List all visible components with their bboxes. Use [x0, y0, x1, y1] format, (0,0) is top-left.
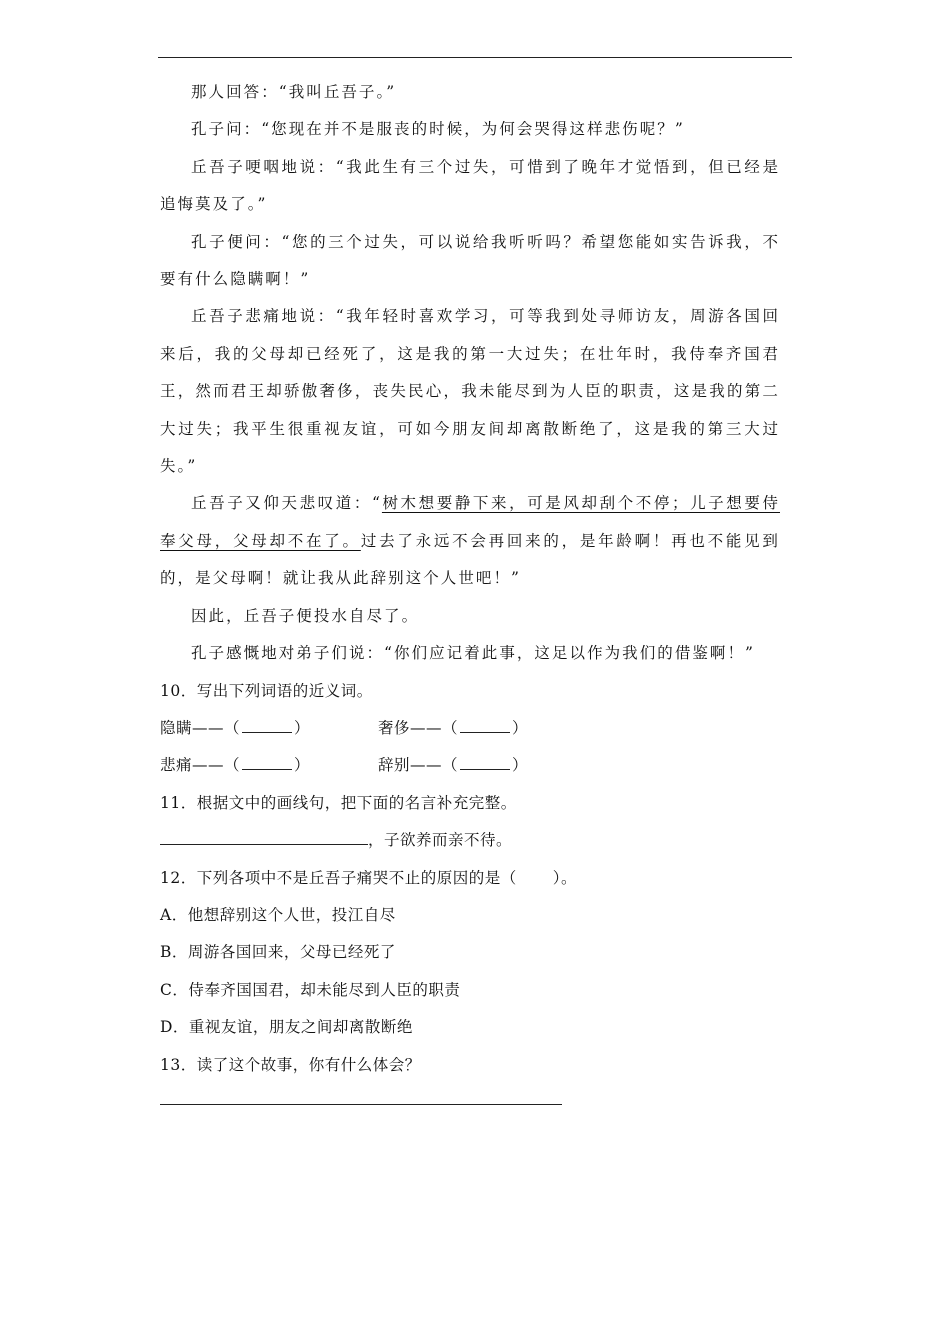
option-c: C．侍奉齐国国君，却未能尽到人臣的职责: [160, 980, 461, 999]
questions-section: [160, 673, 780, 1105]
passage-paragraph: 孔子感慨地对弟子们说：“你们应记着此事，这足以作为我们的借鉴啊！”: [191, 644, 756, 663]
underlined-sentence: 树木想要静下来，可是风却刮个不停；儿子想要侍奉父母，父母却不在了。: [160, 494, 780, 550]
answer-blank[interactable]: [242, 753, 292, 770]
question-text: ）。: [552, 868, 577, 887]
question-13-title: 13．读了这个故事，你有什么体会？: [160, 1055, 421, 1074]
passage-paragraph: 丘吾子悲痛地说：“我年轻时喜欢学习，可等我到处寻师访友，周游各国回来后，我的父母却已经死了，这是我的第一大过失；在壮年时，我侍奉齐国君王，然而君王却骄傲奢侈，丧失民心，我未能尽到为人臣的职责，这是我的第二大过失；我平生很重视友谊，可如今朋友间却离散断绝了，这是我的第三大过失。”: [160, 307, 780, 476]
header-rule: [158, 57, 792, 58]
option-b: B．周游各国回来，父母已经死了: [160, 943, 396, 962]
synonym-word: 辞别——（: [378, 756, 459, 775]
passage-text: 丘吾子又仰天悲叹道：“: [191, 494, 382, 513]
close-paren: ）: [294, 756, 311, 775]
option-d: D．重视友谊，朋友之间却离散断绝: [160, 1018, 413, 1037]
close-paren: ）: [294, 718, 311, 737]
passage-paragraph: 因此，丘吾子便投水自尽了。: [191, 606, 420, 625]
close-paren: ）: [512, 718, 529, 737]
option-a: A．他想辞别这个人世，投江自尽: [160, 905, 396, 924]
document-page: [160, 74, 780, 1105]
quote-suffix: ，子欲养而亲不待。: [368, 831, 513, 850]
synonym-item: [378, 710, 596, 747]
synonym-item: [160, 747, 378, 784]
synonym-word: 奢侈——（: [378, 718, 459, 737]
answer-blank[interactable]: [460, 753, 510, 770]
synonym-row: [160, 747, 780, 784]
passage-paragraph-underlined: [160, 485, 780, 597]
synonym-item: [378, 747, 596, 784]
passage-paragraph: 丘吾子哽咽地说：“我此生有三个过失，可惜到了晚年才觉悟到，但已经是追悔莫及了。”: [160, 157, 780, 214]
answer-line[interactable]: [160, 1104, 562, 1105]
synonym-row: [160, 710, 780, 747]
question-text: 12．下列各项中不是丘吾子痛哭不止的原因的是（: [160, 868, 517, 887]
question-10-title: 10．写出下列词语的近义词。: [160, 681, 373, 700]
question-11-title: 11．根据文中的画线句，把下面的名言补充完整。: [160, 793, 517, 812]
story-passage: [160, 74, 780, 673]
question-12-title: [160, 860, 780, 897]
answer-blank[interactable]: [460, 716, 510, 733]
answer-blank[interactable]: [160, 828, 368, 845]
synonym-word: 隐瞒——（: [160, 718, 241, 737]
close-paren: ）: [512, 756, 529, 775]
answer-blank[interactable]: [242, 716, 292, 733]
synonym-word: 悲痛——（: [160, 756, 241, 775]
passage-paragraph: 那人回答：“我叫丘吾子。”: [191, 83, 397, 101]
synonym-item: [160, 710, 378, 747]
passage-text: 过去了永远不会再回来的，是年龄啊！再也不能见到的，是父母啊！就让我从此辞别这个人世吧！”: [160, 531, 780, 588]
passage-paragraph: 孔子便问：“您的三个过失，可以说给我听听吗？希望您能如实告诉我，不要有什么隐瞒啊！”: [160, 232, 780, 289]
quote-completion: [160, 822, 780, 859]
passage-paragraph: 孔子问：“您现在并不是服丧的时候，为何会哭得这样悲伤呢？”: [191, 120, 685, 139]
